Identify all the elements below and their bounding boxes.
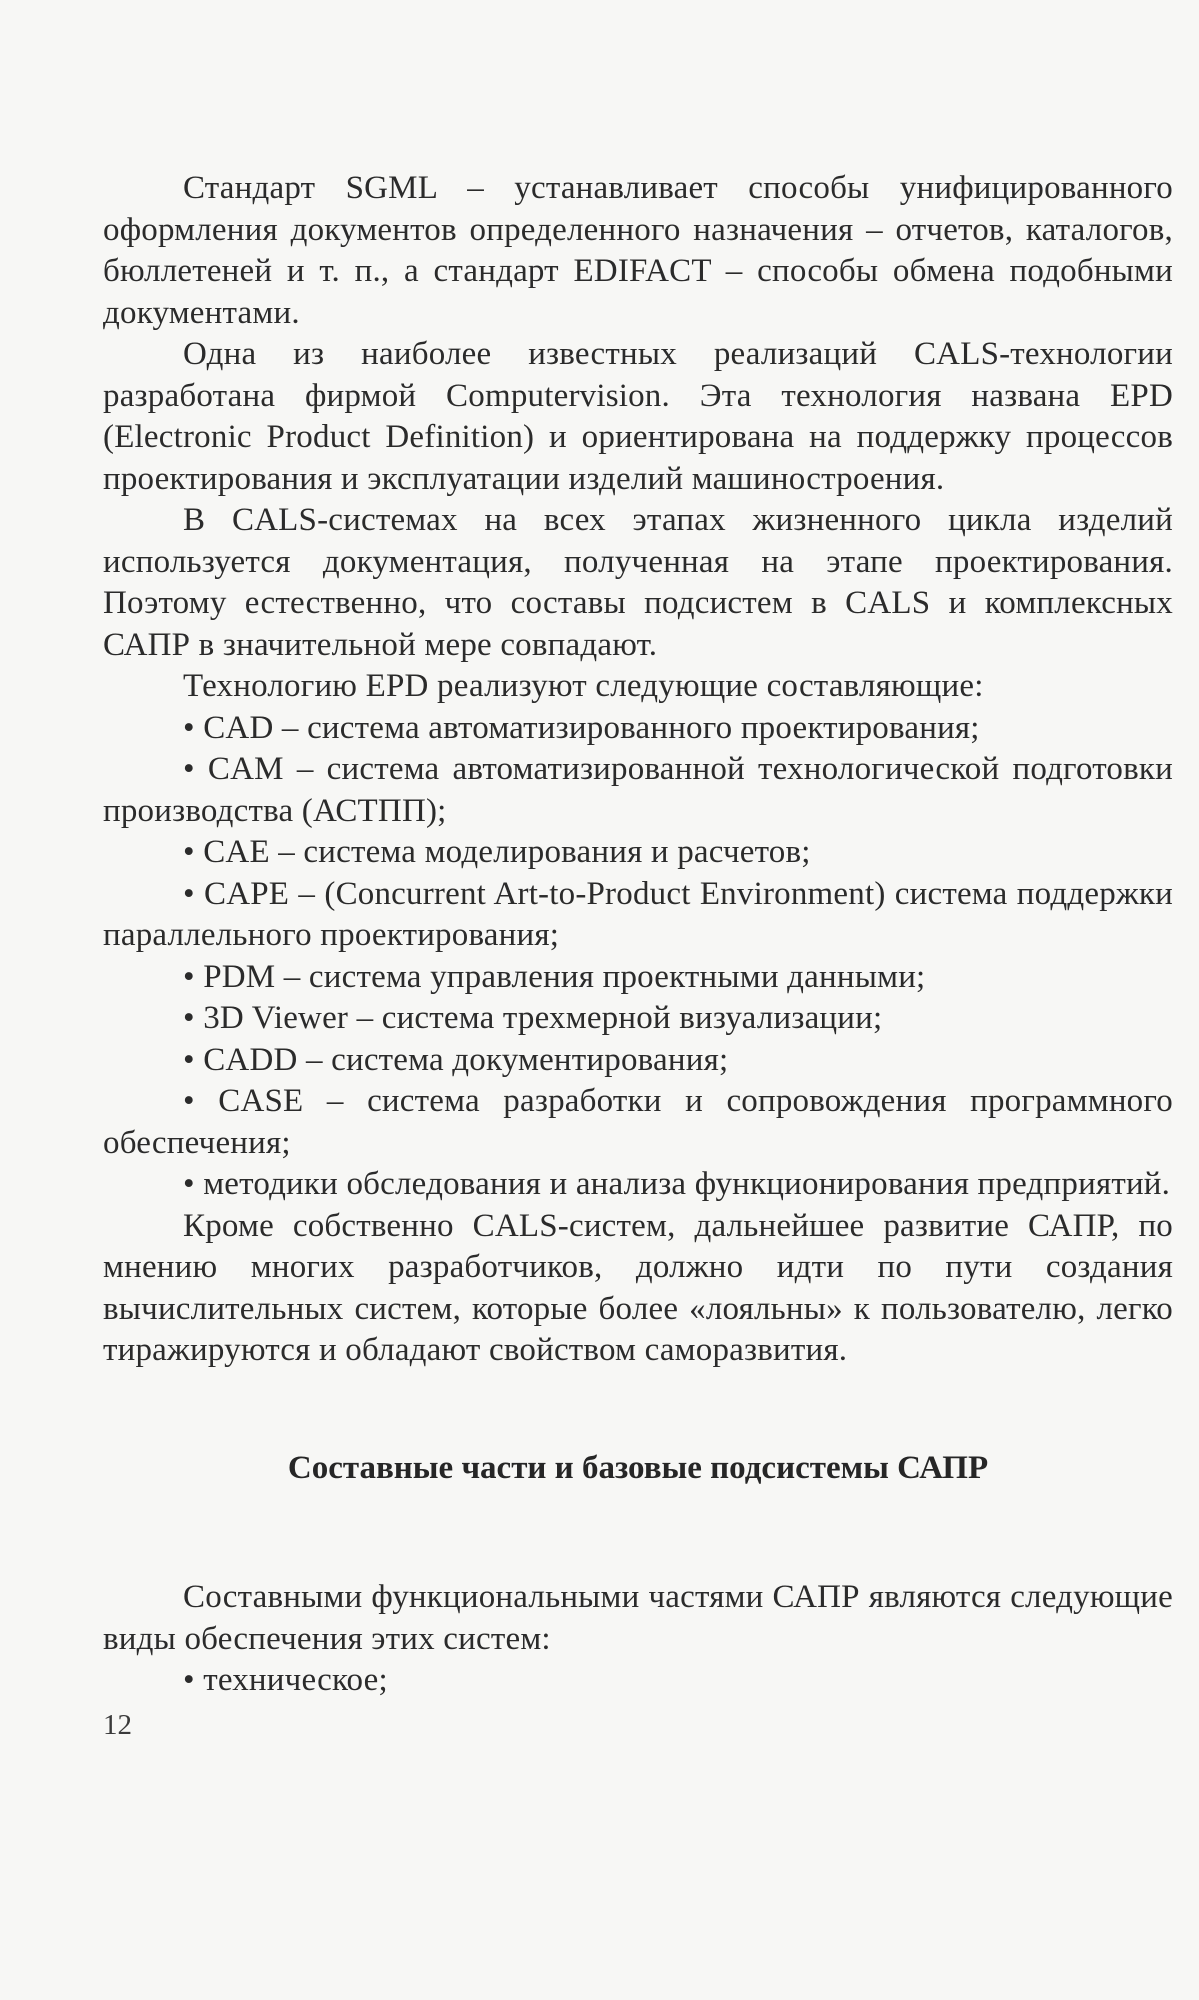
bullet-item-cam: • CAM – система автоматизированной технологической подготовки производства (АСТПП); [103,751,1173,829]
bullet-item-cadd: • CADD – система документирования; [183,1041,729,1078]
paragraph-epd: Одна из наиболее известных реализаций CALS-технологии разработана фирмой Computervision. Эта технология названа EPD (Electronic Product Definition) и ориентирована на поддержку процессов проектирования и эксплуатации изделий машиностроения. [103,336,1173,497]
bullet-item-case: • CASE – система разработки и сопровождения программного обеспечения; [103,1083,1173,1161]
section-body [103,1577,1173,1702]
bullet-item-pdm: • PDM – система управления проектными данными; [183,958,926,995]
page-number: 12 [103,1709,132,1741]
bullet-item-3d-viewer: • 3D Viewer – система трехмерной визуализации; [183,1000,883,1036]
paragraph-section-intro: Составными функциональными частями САПР являются следующие виды обеспечения этих систем: [103,1579,1173,1657]
paragraph-sgml: Стандарт SGML – устанавливает способы унифицированного оформления документов определенного назначения – отчетов, каталогов, бюллетеней и т. п., а стандарт EDIFACT – способы обмена подобными документами. [103,170,1173,331]
bullet-item-cape: • CAPE – (Concurrent Art-to-Product Environment) система поддержки параллельного проектирования; [103,875,1173,953]
bullet-item-methods: • методики обследования и анализа функционирования предприятий. [183,1166,1171,1202]
bullet-item-cae: • CAE – система моделирования и расчетов; [183,834,811,870]
bullet-item-cad: • CAD – система автоматизированного проектирования; [183,709,980,746]
paragraph-closing: Кроме собственно CALS-систем, дальнейшее развитие САПР, по мнению многих разработчиков, должно идти по пути создания вычислительных систем, которые более «лояльны» к пользователю, легко тиражируются и обладают свойством саморазвития. [103,1207,1173,1368]
body-text [103,168,1173,1372]
paragraph-cals-systems: В CALS-системах на всех этапах жизненного цикла изделий используется документация, полученная на этапе проектирования. Поэтому естественно, что составы подсистем в CALS и комплексных САПР в значительной мере совпадают. [103,502,1173,663]
paragraph-epd-components: Технологию EPD реализуют следующие составляющие: [183,668,984,704]
section-heading: Составные части и базовые подсистемы САПР [287,1450,989,1486]
bullet-item-technical: • техническое; [183,1662,388,1698]
